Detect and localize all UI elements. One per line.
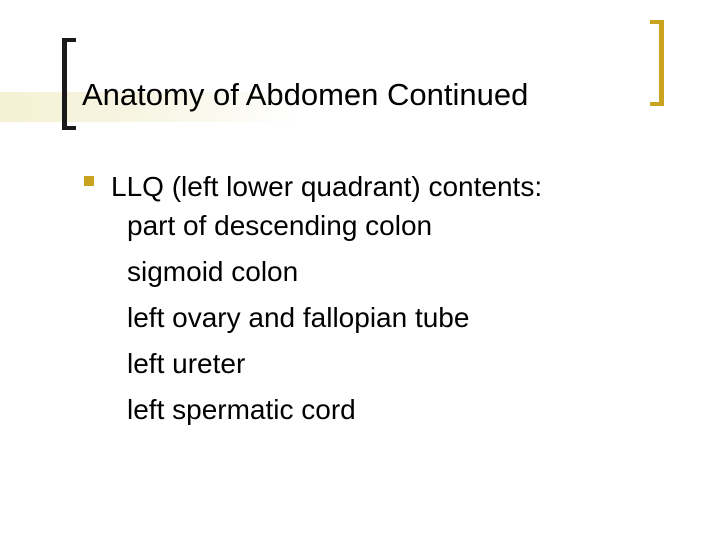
list-item: left ovary and fallopian tube [127,302,470,333]
square-bullet-icon [84,176,94,186]
list-item: part of descending colon [127,210,433,241]
slide-title: Anatomy of Abdomen Continued [82,77,529,112]
contents-list [127,203,469,433]
right-bracket-decoration [650,20,664,106]
bullet-heading: LLQ (left lower quadrant) contents: [111,171,543,202]
left-bracket-decoration [62,38,76,130]
list-item: left spermatic cord [127,394,356,425]
list-item: sigmoid colon [127,256,299,287]
list-item: left ureter [127,348,246,379]
